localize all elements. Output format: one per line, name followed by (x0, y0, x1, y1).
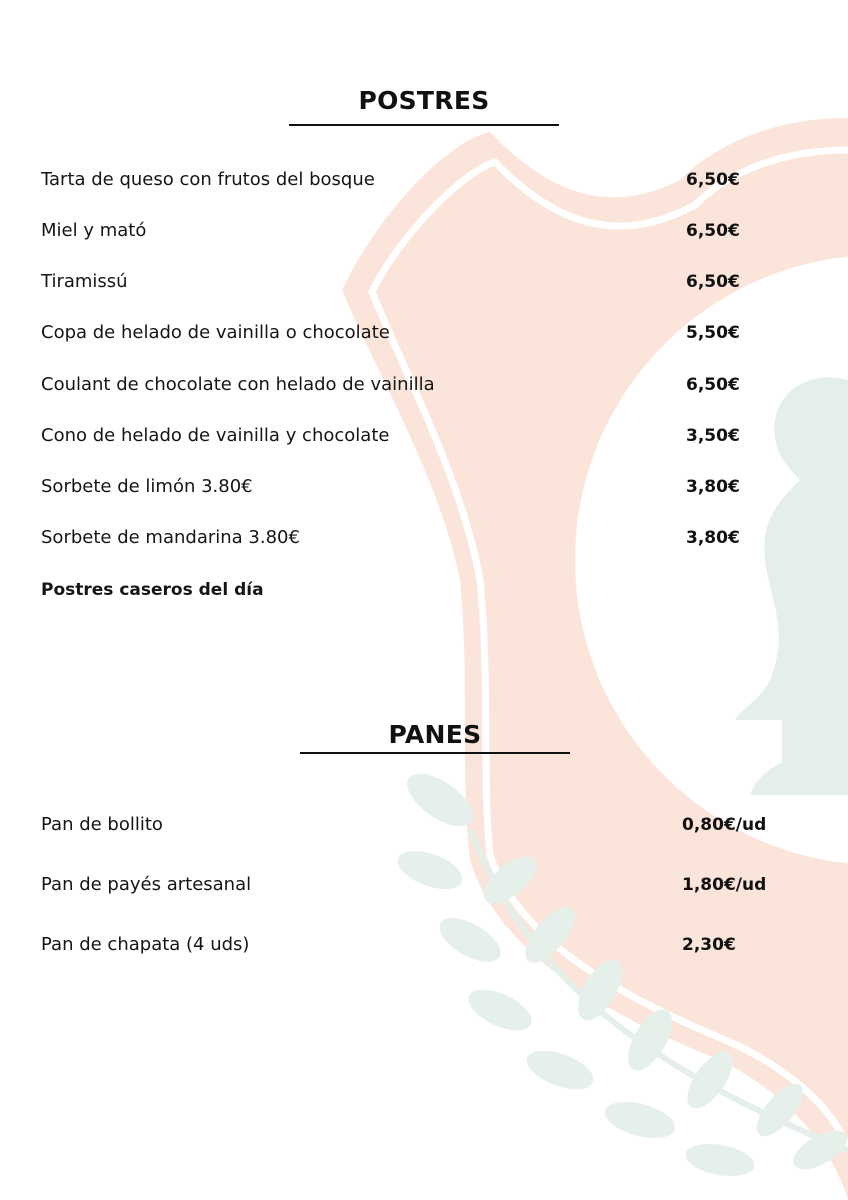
panes-title: PANES (388, 720, 482, 749)
item-name: Sorbete de limón 3.80€ (41, 476, 253, 497)
item-name: Coulant de chocolate con helado de vainilla (41, 374, 435, 395)
item-name: Tiramissú (41, 271, 128, 292)
panes-item (0, 933, 848, 957)
item-price: 6,50€ (686, 170, 740, 190)
item-price: 1,80€/ud (682, 875, 767, 895)
item-name: Tarta de queso con frutos del bosque (41, 169, 375, 190)
postres-item (0, 424, 848, 448)
item-price: 5,50€ (686, 323, 740, 343)
item-name: Pan de bollito (41, 814, 163, 835)
item-name: Pan de chapata (4 uds) (41, 934, 250, 955)
panes-title-underline (300, 752, 570, 754)
item-price: 6,50€ (686, 272, 740, 292)
postres-title: POSTRES (358, 86, 490, 115)
item-price: 6,50€ (686, 221, 740, 241)
special-item-name: Postres caseros del día (41, 580, 264, 600)
panes-item (0, 873, 848, 897)
item-price: 3,80€ (686, 528, 740, 548)
postres-item (0, 321, 848, 345)
postres-item (0, 219, 848, 243)
postres-item (0, 475, 848, 499)
item-name: Cono de helado de vainilla y chocolate (41, 425, 390, 446)
item-name: Miel y mató (41, 220, 147, 241)
item-name: Sorbete de mandarina 3.80€ (41, 527, 300, 548)
postres-item (0, 168, 848, 192)
item-name: Copa de helado de vainilla o chocolate (41, 322, 390, 343)
postres-item (0, 373, 848, 397)
item-price: 3,80€ (686, 477, 740, 497)
item-name: Pan de payés artesanal (41, 874, 252, 895)
postres-title-underline (289, 124, 559, 126)
postres-special (0, 578, 848, 602)
item-price: 0,80€/ud (682, 815, 767, 835)
postres-item (0, 270, 848, 294)
item-price: 2,30€ (682, 935, 736, 955)
panes-item (0, 813, 848, 837)
postres-item (0, 526, 848, 550)
item-price: 3,50€ (686, 426, 740, 446)
item-price: 6,50€ (686, 375, 740, 395)
